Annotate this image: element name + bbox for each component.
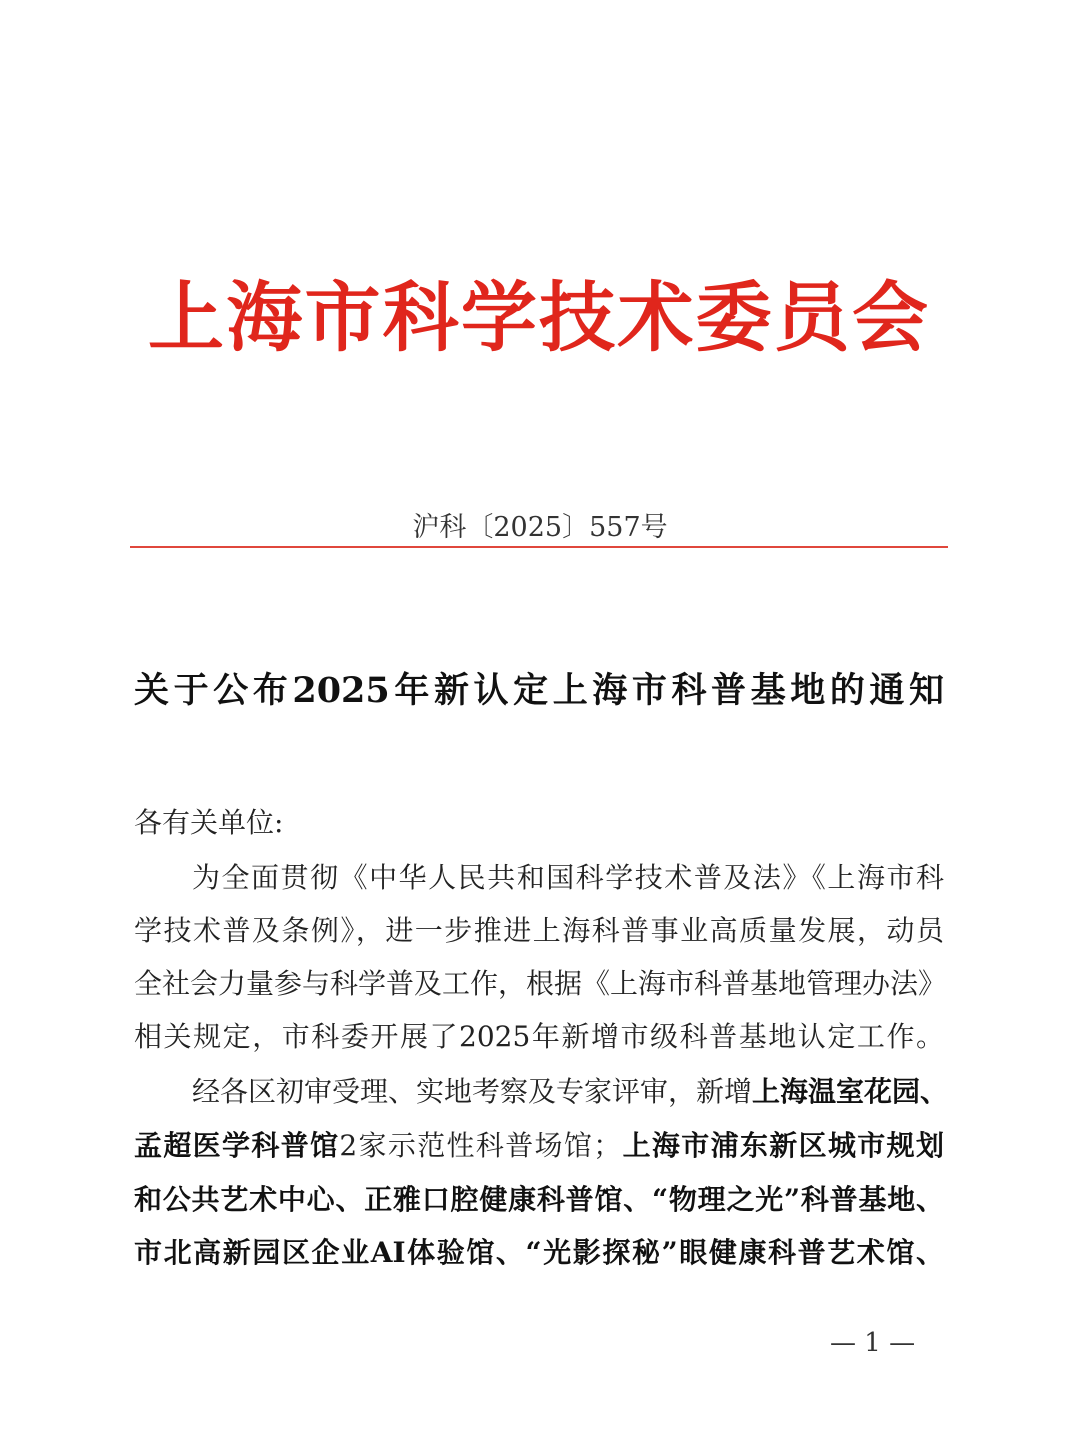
body-line: 全社会力量参与科学普及工作，根据《上海市科普基地管理办法》 (134, 967, 947, 1000)
issuer-title: 上海市科学技术委员会 (148, 273, 928, 362)
venue-name: 上海温室花园、 (752, 1075, 949, 1108)
body-line: 和公共艺术中心、正雅口腔健康科普馆、“物理之光”科普基地、 (134, 1183, 944, 1216)
document-heading: 关于公布2025年新认定上海市科普基地的通知 (134, 670, 944, 711)
body-line: 相关规定，市科委开展了2025年新增市级科普基地认定工作。 (134, 1020, 944, 1053)
body-line: 市北高新园区企业AI体验馆、“光影探秘”眼健康科普艺术馆、 (134, 1236, 944, 1269)
body-text: 经各区初审受理、实地考察及专家评审，新增 (192, 1075, 753, 1108)
document-number: 沪科〔2025〕557号 (412, 512, 668, 543)
page-number: — 1 — (830, 1328, 916, 1358)
red-divider (130, 546, 948, 548)
body-line: 为全面贯彻《中华人民共和国科学技术普及法》《上海市科 (192, 861, 944, 894)
body-line: 学技术普及条例》，进一步推进上海科普事业高质量发展，动员 (134, 914, 944, 947)
venue-name: 上海市浦东新区城市规划 (621, 1129, 944, 1162)
body-line (192, 1072, 949, 1112)
body-text: 2家示范性科普场馆； (339, 1129, 622, 1162)
body-line (134, 1126, 944, 1166)
salutation: 各有关单位: (134, 806, 284, 839)
venue-name: 孟超医学科普馆 (134, 1129, 340, 1162)
